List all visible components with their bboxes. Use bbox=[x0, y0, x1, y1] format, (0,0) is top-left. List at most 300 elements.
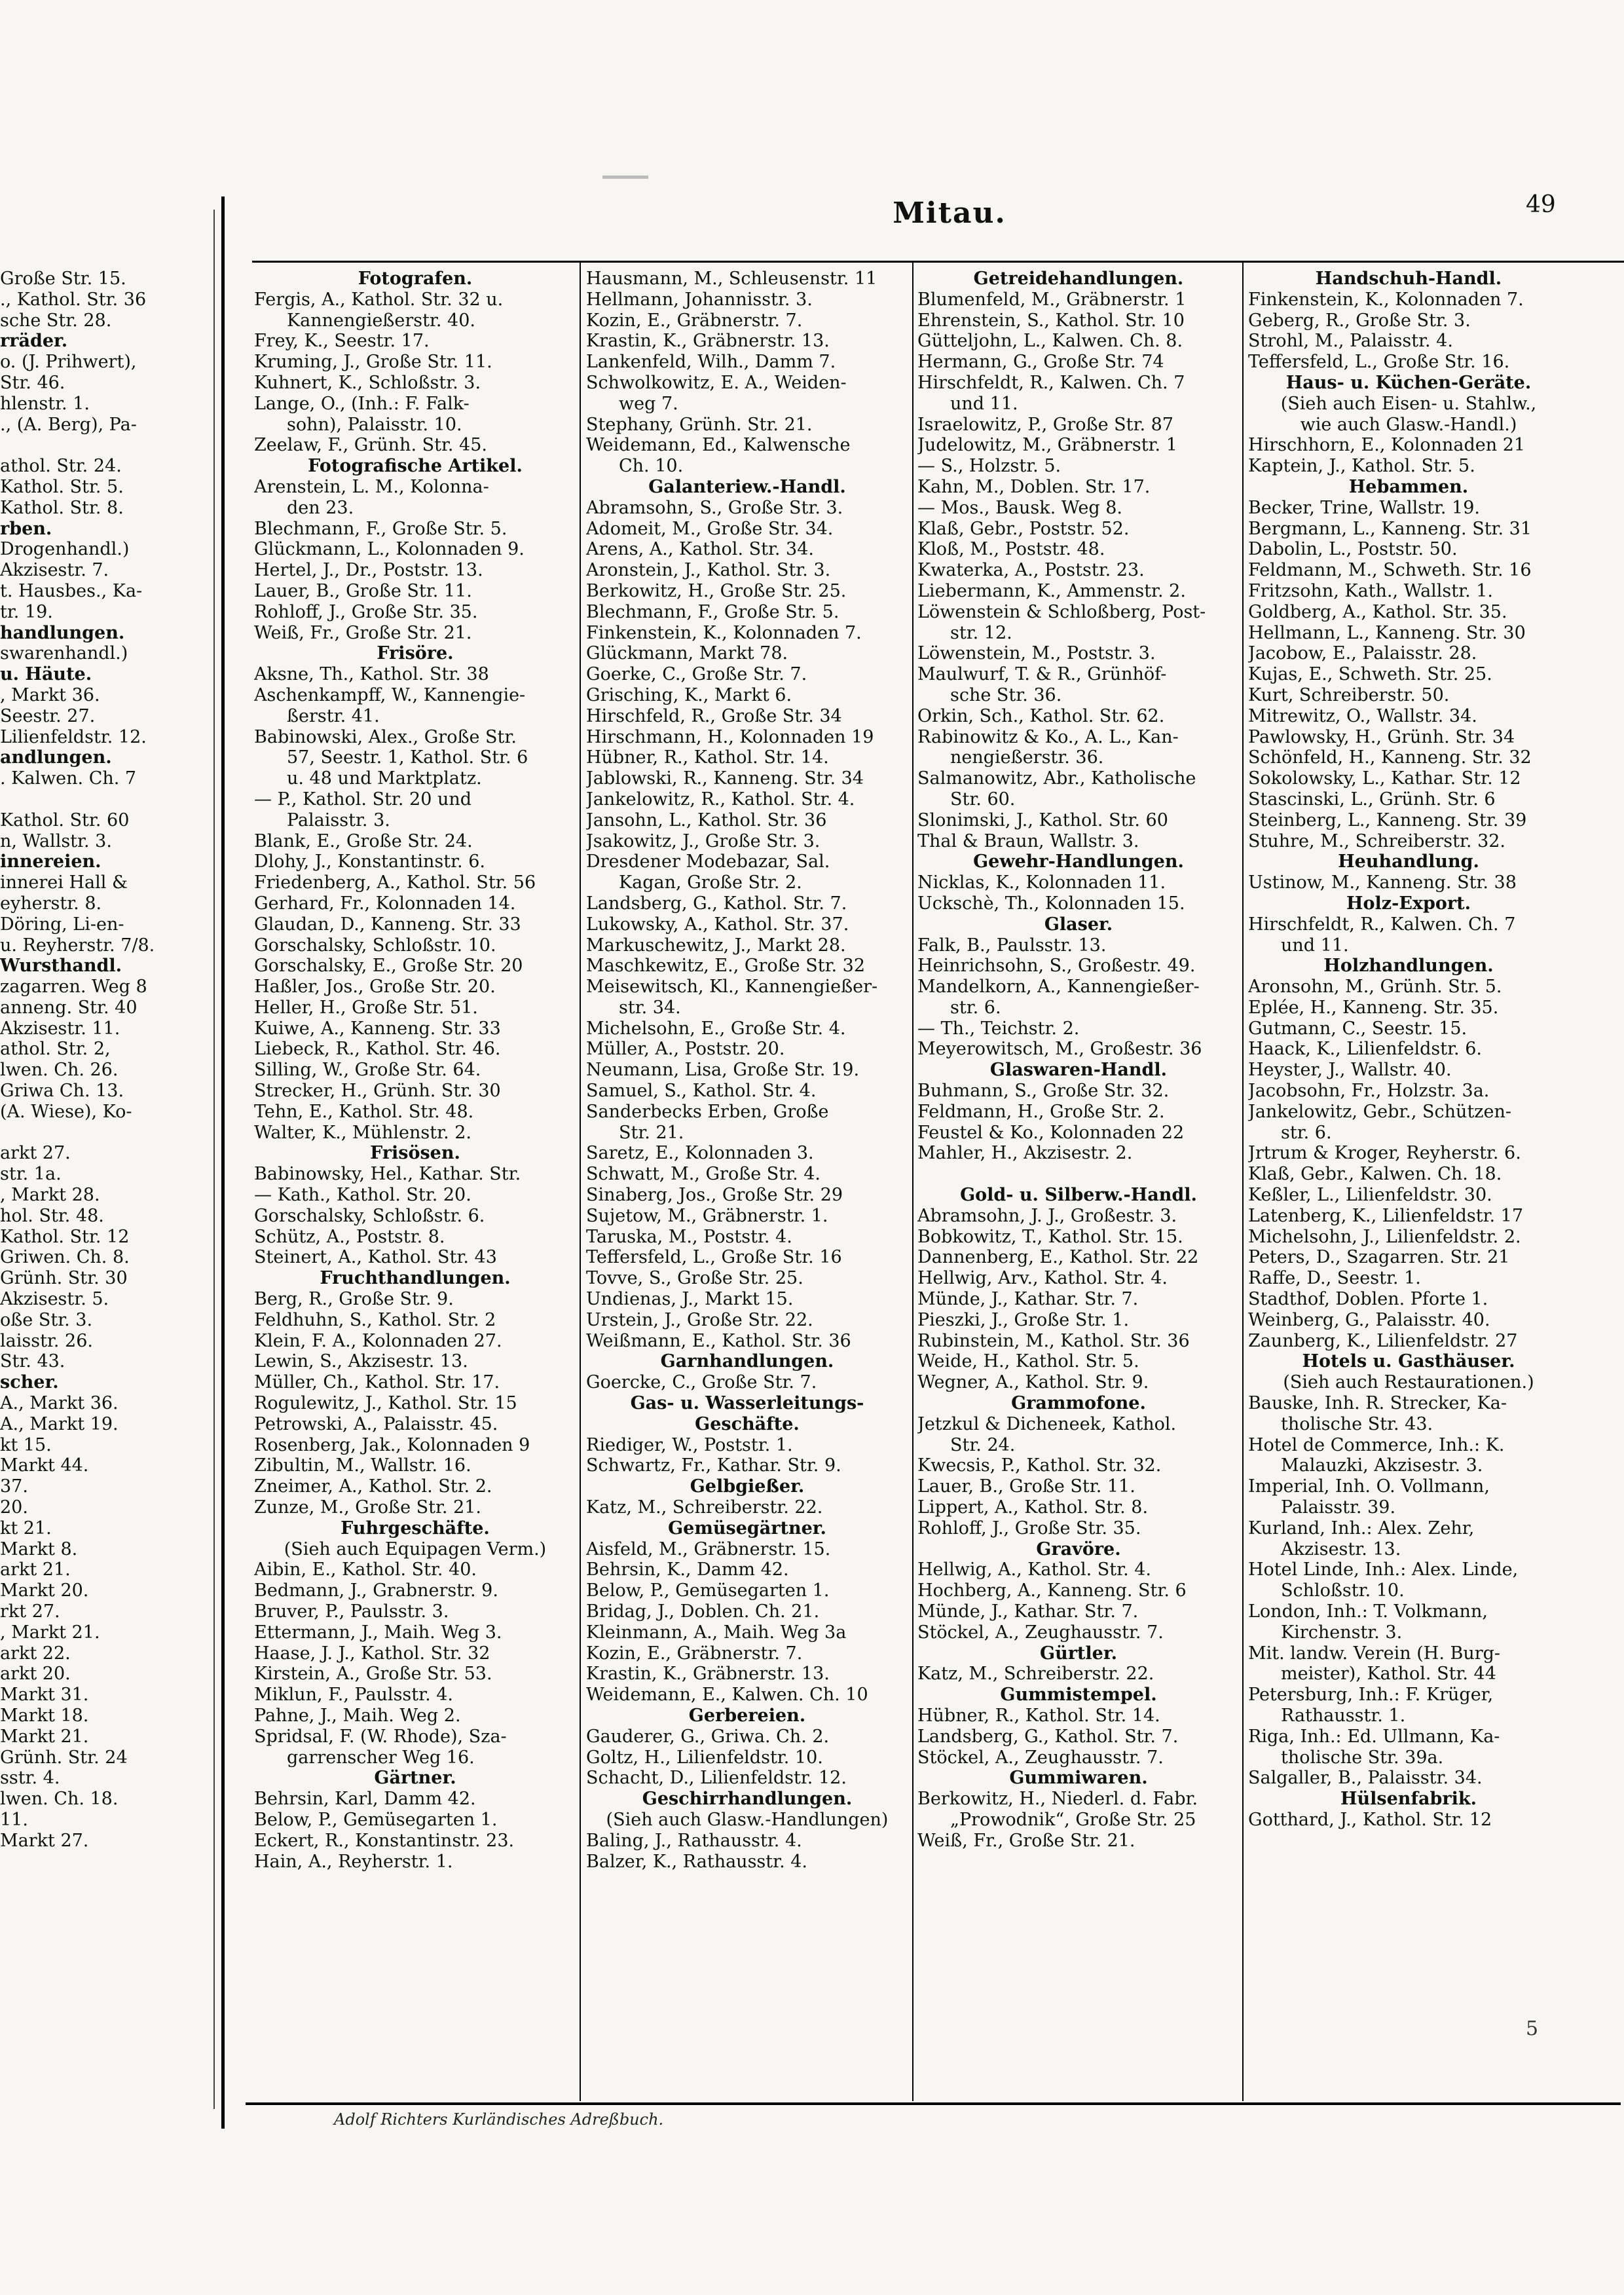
directory-entry: Münde, J., Kathar. Str. 7. bbox=[917, 1289, 1139, 1310]
directory-entry: Strohl, M., Palaisstr. 4. bbox=[1248, 331, 1453, 352]
directory-entry: Buhmann, S., Große Str. 32. bbox=[917, 1081, 1170, 1102]
directory-entry: Slonimski, J., Kathol. Str. 60 bbox=[917, 810, 1168, 830]
directory-entry: Saretz, E., Kolonnaden 3. bbox=[586, 1143, 814, 1164]
directory-entry: Imperial, Inh. O. Vollmann, bbox=[1248, 1476, 1490, 1497]
directory-entry: Kannengießerstr. 40. bbox=[287, 310, 475, 331]
section-heading: Gemüsegärtner. bbox=[668, 1518, 826, 1539]
directory-entry: Bridag, J., Doblen. Ch. 21. bbox=[586, 1601, 820, 1622]
directory-entry: Akzisestr. 5. bbox=[0, 1289, 109, 1310]
directory-entry: Uckschè, Th., Kolonnaden 15. bbox=[917, 893, 1185, 914]
directory-entry: Maschkewitz, E., Große Str. 32 bbox=[586, 956, 866, 977]
directory-entry: Peters, D., Szagarren. Str. 21 bbox=[1248, 1247, 1510, 1268]
directory-entry: Markt 20. bbox=[0, 1580, 89, 1601]
directory-entry: „Prowodnik“, Große Str. 25 bbox=[950, 1809, 1196, 1830]
section-heading: rräder. bbox=[0, 331, 68, 352]
directory-entry: und 11. bbox=[1281, 935, 1349, 956]
directory-entry: Hirschfeldt, R., Kalwen. Ch. 7 bbox=[1248, 914, 1516, 935]
directory-entry: Aibin, E., Kathol. Str. 40. bbox=[254, 1559, 477, 1580]
directory-entry: Hellmann, Johannisstr. 3. bbox=[586, 289, 813, 310]
directory-entry: Hirschfeld, R., Große Str. 34 bbox=[586, 705, 842, 726]
directory-entry: lwen. Ch. 26. bbox=[0, 1060, 119, 1081]
directory-entry: Kruming, J., Große Str. 11. bbox=[254, 352, 492, 373]
directory-entry: arkt 27. bbox=[0, 1143, 71, 1164]
section-heading: Grammofone. bbox=[1011, 1393, 1146, 1414]
directory-entry: Blumenfeld, M., Gräbnerstr. 1 bbox=[917, 289, 1187, 310]
directory-entry: tholische Str. 43. bbox=[1281, 1413, 1433, 1434]
directory-entry: Müller, Ch., Kathol. Str. 17. bbox=[254, 1372, 500, 1393]
directory-entry: Kaptein, J., Kathol. Str. 5. bbox=[1248, 456, 1475, 477]
directory-entry: Orkin, Sch., Kathol. Str. 62. bbox=[917, 705, 1165, 726]
directory-entry: Baling, J., Rathausstr. 4. bbox=[586, 1830, 802, 1851]
directory-entry: Weide, H., Kathol. Str. 5. bbox=[917, 1351, 1139, 1372]
directory-entry: Haase, J. J., Kathol. Str. 32 bbox=[254, 1643, 490, 1664]
directory-entry: Goercke, C., Große Str. 7. bbox=[586, 1372, 817, 1393]
directory-entry: Kirstein, A., Große Str. 53. bbox=[254, 1664, 492, 1685]
directory-entry: Silling, W., Große Str. 64. bbox=[254, 1060, 481, 1081]
directory-entry: Hain, A., Reyherstr. 1. bbox=[254, 1851, 453, 1872]
directory-entry: Kujas, E., Schweth. Str. 25. bbox=[1248, 664, 1492, 685]
directory-entry: Glückmann, L., Kolonnaden 9. bbox=[254, 539, 525, 560]
directory-entry: ., (A. Berg), Pa- bbox=[0, 414, 137, 435]
section-heading: Glaser. bbox=[1044, 914, 1113, 935]
directory-column-2 bbox=[586, 269, 908, 2096]
directory-entry: Heinrichsohn, S., Großestr. 49. bbox=[917, 956, 1196, 977]
directory-entry: Riediger, W., Poststr. 1. bbox=[586, 1434, 793, 1455]
directory-entry: — S., Holzstr. 5. bbox=[917, 456, 1061, 477]
directory-entry: Grünh. Str. 24 bbox=[0, 1747, 128, 1768]
directory-entry: Dlohy, J., Konstantinstr. 6. bbox=[254, 851, 485, 872]
directory-entry: Lauer, B., Große Str. 11. bbox=[917, 1476, 1135, 1497]
footer-rule bbox=[246, 2102, 1621, 2105]
directory-entry: Katz, M., Schreiberstr. 22. bbox=[917, 1664, 1154, 1685]
directory-entry bbox=[0, 1123, 210, 1144]
directory-entry: Rohloff, J., Große Str. 35. bbox=[917, 1518, 1141, 1539]
directory-entry: Strecker, H., Grünh. Str. 30 bbox=[254, 1081, 501, 1102]
directory-entry: Tovve, S., Große Str. 25. bbox=[586, 1268, 803, 1289]
directory-entry: Krastin, K., Gräbnerstr. 13. bbox=[586, 1664, 830, 1685]
directory-entry: Frey, K., Seestr. 17. bbox=[254, 331, 430, 352]
section-heading: Fruchthandlungen. bbox=[320, 1268, 511, 1289]
directory-entry: (Sieh auch Glasw.-Handlungen) bbox=[606, 1809, 889, 1830]
directory-entry: Glaudan, D., Kanneng. Str. 33 bbox=[254, 914, 521, 935]
directory-entry: Lauer, B., Große Str. 11. bbox=[254, 580, 472, 601]
directory-column-4 bbox=[1248, 269, 1569, 2096]
section-heading: Getreidehandlungen. bbox=[973, 269, 1184, 289]
directory-entry: wie auch Glasw.-Handl.) bbox=[1300, 414, 1517, 435]
directory-entry: Stadthof, Doblen. Pforte 1. bbox=[1248, 1289, 1488, 1310]
directory-entry: Palaisstr. 39. bbox=[1281, 1497, 1396, 1518]
directory-entry: tr. 19. bbox=[0, 601, 53, 622]
directory-entry: Löwenstein, M., Poststr. 3. bbox=[917, 643, 1156, 664]
section-heading: Gas- u. Wasserleitungs- bbox=[630, 1393, 864, 1414]
directory-entry: Jankelowitz, Gebr., Schützen- bbox=[1248, 1101, 1512, 1122]
directory-entry: Goldberg, A., Kathol. Str. 35. bbox=[1248, 601, 1507, 622]
directory-entry: Griwen. Ch. 8. bbox=[0, 1247, 130, 1268]
directory-entry: Hochberg, A., Kanneng. Str. 6 bbox=[917, 1580, 1187, 1601]
directory-entry: Petrowski, A., Palaisstr. 45. bbox=[254, 1413, 498, 1434]
directory-entry: Lewin, S., Akzisestr. 13. bbox=[254, 1351, 468, 1372]
directory-entry: Jsakowitz, J., Große Str. 3. bbox=[586, 830, 821, 851]
directory-entry: Mitrewitz, O., Wallstr. 34. bbox=[1248, 705, 1477, 726]
directory-entry: Below, P., Gemüsegarten 1. bbox=[586, 1580, 830, 1601]
directory-entry: Eplée, H., Kanneng. Str. 35. bbox=[1248, 997, 1499, 1018]
directory-entry: Haßler, Jos., Große Str. 20. bbox=[254, 977, 496, 998]
directory-entry: eyherstr. 8. bbox=[0, 893, 102, 914]
directory-entry: Zeelaw, F., Grünh. Str. 45. bbox=[254, 435, 487, 456]
directory-entry: Mit. landw. Verein (H. Burg- bbox=[1248, 1643, 1501, 1664]
directory-entry: Gorschalsky, Schloßstr. 6. bbox=[254, 1205, 485, 1226]
directory-entry: Kuhnert, K., Schloßstr. 3. bbox=[254, 372, 481, 393]
section-heading: Gewehr-Handlungen. bbox=[973, 851, 1184, 872]
directory-entry: Ustinow, M., Kanneng. Str. 38 bbox=[1248, 872, 1517, 893]
section-heading: Gummiwaren. bbox=[1009, 1768, 1148, 1789]
section-heading: scher. bbox=[0, 1372, 59, 1393]
directory-entry: sohn), Palaisstr. 10. bbox=[287, 414, 462, 435]
section-heading: Geschäfte. bbox=[695, 1413, 800, 1434]
section-heading: Fotografische Artikel. bbox=[308, 456, 523, 477]
directory-entry: Nicklas, K., Kolonnaden 11. bbox=[917, 872, 1166, 893]
directory-entry: Kleinmann, A., Maih. Weg 3a bbox=[586, 1622, 847, 1643]
directory-entry: nengießerstr. 36. bbox=[950, 747, 1104, 768]
directory-entry: Becker, Trine, Wallstr. 19. bbox=[1248, 497, 1480, 518]
directory-entry: Gorschalsky, E., Große Str. 20 bbox=[254, 956, 523, 977]
directory-entry: ., Kathol. Str. 36 bbox=[0, 289, 147, 310]
directory-entry: str. 1a. bbox=[0, 1164, 62, 1185]
directory-column-1 bbox=[254, 269, 576, 2096]
directory-entry: , Markt 36. bbox=[0, 684, 100, 705]
directory-entry: Berg, R., Große Str. 9. bbox=[254, 1289, 454, 1310]
section-heading: Fotografen. bbox=[358, 269, 473, 289]
directory-entry: Blechmann, F., Große Str. 5. bbox=[254, 518, 507, 539]
directory-entry: innerei Hall & bbox=[0, 872, 128, 893]
page-number: 49 bbox=[1526, 191, 1556, 218]
directory-entry: athol. Str. 24. bbox=[0, 456, 122, 477]
directory-entry: Geberg, R., Große Str. 3. bbox=[1248, 310, 1471, 331]
directory-entry: Fergis, A., Kathol. Str. 32 u. bbox=[254, 289, 504, 310]
directory-entry: Petersburg, Inh.: F. Krüger, bbox=[1248, 1685, 1494, 1706]
page-title: Mitau. bbox=[893, 196, 1006, 230]
section-heading: Hülsenfabrik. bbox=[1340, 1789, 1477, 1810]
directory-entry: Markuschewitz, J., Markt 28. bbox=[586, 935, 846, 956]
directory-entry: Sanderbecks Erben, Große bbox=[586, 1101, 829, 1122]
directory-entry: athol. Str. 2, bbox=[0, 1039, 111, 1060]
directory-entry: Griwa Ch. 13. bbox=[0, 1081, 124, 1102]
column-divider-1 bbox=[580, 261, 581, 2101]
section-heading: Gürtler. bbox=[1040, 1643, 1117, 1664]
section-heading: Holz-Export. bbox=[1346, 893, 1471, 914]
directory-entry: Ehrenstein, S., Kathol. Str. 10 bbox=[917, 310, 1185, 331]
directory-entry: Judelowitz, M., Gräbnerstr. 1 bbox=[917, 435, 1177, 456]
directory-entry: Kurland, Inh.: Alex. Zehr, bbox=[1248, 1518, 1475, 1539]
directory-entry: arkt 22. bbox=[0, 1643, 71, 1664]
directory-entry: Michelsohn, E., Große Str. 4. bbox=[586, 1018, 846, 1039]
directory-entry: Rubinstein, M., Kathol. Str. 36 bbox=[917, 1330, 1190, 1351]
directory-entry: oße Str. 3. bbox=[0, 1309, 93, 1330]
directory-entry: Hirschmann, H., Kolonnaden 19 bbox=[586, 726, 874, 747]
directory-entry: t. Hausbes., Ka- bbox=[0, 580, 143, 601]
directory-entry: ßerstr. 41. bbox=[287, 705, 380, 726]
directory-entry: Krastin, K., Gräbnerstr. 13. bbox=[586, 331, 830, 352]
directory-entry: Stascinski, L., Grünh. Str. 6 bbox=[1248, 789, 1496, 810]
directory-entry: Israelowitz, P., Große Str. 87 bbox=[917, 414, 1173, 435]
directory-entry: Salgaller, B., Palaisstr. 34. bbox=[1248, 1768, 1483, 1789]
directory-entry: Dresdener Modebazar, Sal. bbox=[586, 851, 830, 872]
directory-entry: Kozin, E., Gräbnerstr. 7. bbox=[586, 1643, 803, 1664]
directory-entry: Schwartz, Fr., Kathar. Str. 9. bbox=[586, 1455, 841, 1476]
directory-entry: Zneimer, A., Kathol. Str. 2. bbox=[254, 1476, 492, 1497]
directory-entry: 11. bbox=[0, 1809, 28, 1830]
section-heading: Galanteriew.-Handl. bbox=[648, 476, 846, 497]
directory-entry: Döring, Li-en- bbox=[0, 914, 124, 935]
directory-entry: Lankenfeld, Wilh., Damm 7. bbox=[586, 352, 836, 373]
directory-entry: str. 34. bbox=[619, 997, 681, 1018]
directory-entry: Müller, A., Poststr. 20. bbox=[586, 1039, 785, 1060]
directory-entry: Str. 60. bbox=[950, 789, 1016, 810]
directory-entry: Liebeck, R., Kathol. Str. 46. bbox=[254, 1039, 501, 1060]
directory-entry: meister), Kathol. Str. 44 bbox=[1281, 1664, 1496, 1685]
directory-entry: u. Reyherstr. 7/8. bbox=[0, 935, 155, 956]
directory-entry: Str. 21. bbox=[619, 1122, 684, 1143]
directory-entry: Rosenberg, Jak., Kolonnaden 9 bbox=[254, 1434, 530, 1455]
directory-entry: Aksne, Th., Kathol. Str. 38 bbox=[254, 664, 489, 685]
directory-entry: Stöckel, A., Zeughausstr. 7. bbox=[917, 1622, 1164, 1643]
directory-entry: Kagan, Große Str. 2. bbox=[619, 872, 802, 893]
directory-entry: Samuel, S., Kathol. Str. 4. bbox=[586, 1081, 817, 1102]
directory-entry: u. 48 und Marktplatz. bbox=[287, 768, 482, 789]
section-heading: Gummistempel. bbox=[1000, 1685, 1157, 1706]
directory-entry: Falk, B., Paulsstr. 13. bbox=[917, 935, 1107, 956]
directory-entry: Babinowski, Alex., Große Str. bbox=[254, 726, 517, 747]
directory-entry: Behrsin, Karl, Damm 42. bbox=[254, 1789, 476, 1810]
signature-mark: 5 bbox=[1526, 2017, 1539, 2040]
directory-entry: Große Str. 15. bbox=[0, 269, 126, 289]
directory-entry: Below, P., Gemüsegarten 1. bbox=[254, 1809, 498, 1830]
directory-entry: — Th., Teichstr. 2. bbox=[917, 1018, 1080, 1039]
directory-entry: lwen. Ch. 18. bbox=[0, 1789, 119, 1810]
directory-entry: arkt 20. bbox=[0, 1664, 71, 1685]
directory-entry: Sinaberg, Jos., Große Str. 29 bbox=[586, 1185, 843, 1206]
directory-entry: Str. 46. bbox=[0, 372, 65, 393]
section-heading: Frisösen. bbox=[370, 1143, 460, 1164]
directory-entry: kt 15. bbox=[0, 1434, 52, 1455]
directory-entry: Abramsohn, S., Große Str. 3. bbox=[586, 497, 843, 518]
directory-entry: Maulwurf, T. & R., Grünhöf- bbox=[917, 664, 1167, 685]
directory-entry: Arens, A., Kathol. Str. 34. bbox=[586, 539, 814, 560]
directory-entry: Ettermann, J., Maih. Weg 3. bbox=[254, 1622, 502, 1643]
directory-entry: Urstein, J., Große Str. 22. bbox=[586, 1309, 813, 1330]
directory-entry: Stephany, Grünh. Str. 21. bbox=[586, 414, 813, 435]
directory-entry: Friedenberg, A., Kathol. Str. 56 bbox=[254, 872, 536, 893]
directory-entry: . Kalwen. Ch. 7 bbox=[0, 768, 137, 789]
column-divider-2 bbox=[912, 261, 913, 2101]
directory-entry: Gütteljohn, L., Kalwen. Ch. 8. bbox=[917, 331, 1183, 352]
directory-entry: Akzisestr. 11. bbox=[0, 1018, 120, 1039]
directory-entry: kt 21. bbox=[0, 1518, 52, 1539]
directory-entry: Schönfeld, H., Kanneng. Str. 32 bbox=[1248, 747, 1532, 768]
directory-entry: Str. 24. bbox=[950, 1434, 1016, 1455]
section-heading: Frisöre. bbox=[377, 643, 454, 664]
directory-entry: Lilienfeldstr. 12. bbox=[0, 726, 147, 747]
directory-entry: Kwaterka, A., Poststr. 23. bbox=[917, 560, 1145, 581]
directory-column-3 bbox=[917, 269, 1240, 2096]
directory-entry: Sokolowsky, L., Kathar. Str. 12 bbox=[1248, 768, 1521, 789]
directory-entry: Taruska, M., Poststr. 4. bbox=[586, 1226, 792, 1247]
directory-entry: London, Inh.: T. Volkmann, bbox=[1248, 1601, 1488, 1622]
directory-entry: Pawlowsky, H., Grünh. Str. 34 bbox=[1248, 726, 1515, 747]
directory-entry: Feldhuhn, S., Kathol. Str. 2 bbox=[254, 1309, 496, 1330]
section-heading: Handschuh-Handl. bbox=[1315, 269, 1502, 289]
directory-entry: Kloß, M., Poststr. 48. bbox=[917, 539, 1105, 560]
directory-entry: Bauske, Inh. R. Strecker, Ka- bbox=[1248, 1393, 1507, 1414]
directory-entry: Ch. 10. bbox=[619, 456, 684, 477]
directory-entry: Goltz, H., Lilienfeldstr. 10. bbox=[586, 1747, 823, 1768]
directory-entry: A., Markt 36. bbox=[0, 1393, 119, 1414]
directory-entry: — P., Kathol. Str. 20 und bbox=[254, 789, 472, 810]
directory-entry: (Sieh auch Equipagen Verm.) bbox=[284, 1539, 547, 1559]
directory-entry: Schwolkowitz, E. A., Weiden- bbox=[586, 372, 847, 393]
directory-entry: Hertel, J., Dr., Poststr. 13. bbox=[254, 560, 483, 581]
directory-entry: Kahn, M., Doblen. Str. 17. bbox=[917, 476, 1151, 497]
directory-entry: Schwatt, M., Große Str. 4. bbox=[586, 1164, 821, 1185]
directory-entry: Abramsohn, J. J., Großestr. 3. bbox=[917, 1205, 1177, 1226]
directory-entry: Mahler, H., Akzisestr. 2. bbox=[917, 1143, 1133, 1164]
directory-entry: Stöckel, A., Zeughausstr. 7. bbox=[917, 1747, 1164, 1768]
directory-entry: Hirschhorn, E., Kolonnaden 21 bbox=[1248, 435, 1526, 456]
directory-entry: Heyster, J., Wallstr. 40. bbox=[1248, 1060, 1452, 1081]
section-heading: Hebammen. bbox=[1348, 476, 1469, 497]
directory-entry: laisstr. 26. bbox=[0, 1330, 93, 1351]
directory-entry: Markt 27. bbox=[0, 1830, 89, 1851]
directory-entry: Dannenberg, E., Kathol. Str. 22 bbox=[917, 1247, 1199, 1268]
directory-entry: Bobkowitz, T., Kathol. Str. 15. bbox=[917, 1226, 1183, 1247]
directory-entry: Gutmann, C., Seestr. 15. bbox=[1248, 1018, 1467, 1039]
directory-entry: Zibultin, M., Wallstr. 16. bbox=[254, 1455, 471, 1476]
directory-entry: Weidemann, Ed., Kalwensche bbox=[586, 435, 851, 456]
directory-entry: Hotel de Commerce, Inh.: K. bbox=[1248, 1434, 1505, 1455]
directory-entry: sche Str. 28. bbox=[0, 310, 112, 331]
directory-entry: Liebermann, K., Ammenstr. 2. bbox=[917, 580, 1186, 601]
header-rule bbox=[252, 261, 1624, 263]
directory-entry: Markt 31. bbox=[0, 1685, 89, 1706]
directory-entry: Spridsal, F. (W. Rhode), Sza- bbox=[254, 1726, 507, 1747]
directory-entry: Weiß, Fr., Große Str. 21. bbox=[917, 1830, 1135, 1851]
directory-entry: Teffersfeld, L., Große Str. 16 bbox=[586, 1247, 842, 1268]
directory-entry: Undienas, J., Markt 15. bbox=[586, 1289, 794, 1310]
directory-entry: Goerke, C., Große Str. 7. bbox=[586, 664, 807, 685]
directory-entry: Jankelowitz, R., Kathol. Str. 4. bbox=[586, 789, 855, 810]
section-heading: Heuhandlung. bbox=[1338, 851, 1479, 872]
directory-entry: Schütz, A., Poststr. 8. bbox=[254, 1226, 445, 1247]
directory-entry: Aronsohn, M., Grünh. Str. 5. bbox=[1248, 977, 1502, 998]
directory-entry: Grisching, K., Markt 6. bbox=[586, 684, 792, 705]
directory-entry: Jrtrum & Kroger, Reyherstr. 6. bbox=[1248, 1143, 1521, 1164]
directory-entry: Heller, H., Große Str. 51. bbox=[254, 997, 478, 1018]
directory-entry: — Mos., Bausk. Weg 8. bbox=[917, 497, 1122, 518]
directory-entry: Kathol. Str. 12 bbox=[0, 1226, 130, 1247]
section-heading: Fuhrgeschäfte. bbox=[341, 1518, 490, 1539]
directory-entry: Haack, K., Lilienfeldstr. 6. bbox=[1248, 1039, 1482, 1060]
directory-entry: Rohloff, J., Große Str. 35. bbox=[254, 601, 478, 622]
directory-entry: Jacobsohn, Fr., Holzstr. 3a. bbox=[1248, 1081, 1490, 1102]
section-heading: Gold- u. Silberw.-Handl. bbox=[960, 1185, 1197, 1206]
directory-entry: sche Str. 36. bbox=[950, 684, 1062, 705]
directory-entry: Bergmann, L., Kanneng. Str. 31 bbox=[1248, 518, 1532, 539]
section-heading: andlungen. bbox=[0, 747, 112, 768]
directory-entry: Meisewitsch, Kl., Kannengießer- bbox=[586, 977, 878, 998]
directory-entry: Seestr. 27. bbox=[0, 705, 96, 726]
directory-entry: Akzisestr. 7. bbox=[0, 560, 109, 581]
directory-entry: arkt 21. bbox=[0, 1559, 71, 1580]
column-divider-3 bbox=[1242, 261, 1244, 2101]
directory-entry: Gotthard, J., Kathol. Str. 12 bbox=[1248, 1809, 1492, 1830]
directory-entry: hol. Str. 48. bbox=[0, 1205, 104, 1226]
directory-entry: Aronstein, J., Kathol. Str. 3. bbox=[586, 560, 831, 581]
section-heading: Gravöre. bbox=[1036, 1539, 1121, 1559]
directory-entry: Riga, Inh.: Ed. Ullmann, Ka- bbox=[1248, 1726, 1500, 1747]
directory-entry: Behrsin, K., Damm 42. bbox=[586, 1559, 789, 1580]
directory-entry: den 23. bbox=[287, 497, 354, 518]
directory-entry: Feustel & Ko., Kolonnaden 22 bbox=[917, 1122, 1185, 1143]
directory-entry: Balzer, K., Rathausstr. 4. bbox=[586, 1851, 808, 1872]
directory-entry: (Sieh auch Eisen- u. Stahlw., bbox=[1280, 393, 1537, 414]
directory-entry: Münde, J., Kathar. Str. 7. bbox=[917, 1601, 1139, 1622]
directory-entry: o. (J. Prihwert), bbox=[0, 352, 137, 373]
section-heading: Hotels u. Gasthäuser. bbox=[1302, 1351, 1515, 1372]
directory-entry: Berkowitz, H., Niederl. d. Fabr. bbox=[917, 1789, 1198, 1810]
directory-entry: Fritzsohn, Kath., Wallstr. 1. bbox=[1248, 580, 1494, 601]
directory-entry: Blank, E., Große Str. 24. bbox=[254, 830, 473, 851]
directory-entry: Gerhard, Fr., Kolonnaden 14. bbox=[254, 893, 516, 914]
section-heading: Haus- u. Küchen-Geräte. bbox=[1285, 372, 1532, 393]
directory-entry bbox=[917, 1164, 1240, 1185]
directory-entry: n, Wallstr. 3. bbox=[0, 830, 112, 851]
directory-entry: A., Markt 19. bbox=[0, 1413, 119, 1434]
directory-entry: (A. Wiese), Ko- bbox=[0, 1101, 132, 1122]
directory-entry: zagarren. Weg 8 bbox=[0, 977, 147, 998]
directory-entry: Feldmann, M., Schweth. Str. 16 bbox=[1248, 560, 1532, 581]
directory-entry: Zunze, M., Große Str. 21. bbox=[254, 1497, 482, 1518]
print-smudge bbox=[602, 176, 648, 179]
directory-entry: Landsberg, G., Kathol. Str. 7. bbox=[586, 893, 847, 914]
directory-entry: Jacobow, E., Palaisstr. 28. bbox=[1248, 643, 1477, 664]
directory-entry: Markt 44. bbox=[0, 1455, 89, 1476]
directory-entry: Sujetow, M., Gräbnerstr. 1. bbox=[586, 1205, 828, 1226]
directory-entry: Hotel Linde, Inh.: Alex. Linde, bbox=[1248, 1559, 1519, 1580]
directory-entry: swarenhandl.) bbox=[0, 643, 128, 664]
directory-entry: Blechmann, F., Große Str. 5. bbox=[586, 601, 840, 622]
directory-entry: Hellwig, A., Kathol. Str. 4. bbox=[917, 1559, 1152, 1580]
directory-entry: Stuhre, M., Schreiberstr. 32. bbox=[1248, 830, 1506, 851]
directory-entry: Gauderer, G., Griwa. Ch. 2. bbox=[586, 1726, 830, 1747]
directory-entry: Finkenstein, K., Kolonnaden 7. bbox=[1248, 289, 1524, 310]
directory-entry: und 11. bbox=[950, 393, 1018, 414]
directory-entry: Klein, F. A., Kolonnaden 27. bbox=[254, 1330, 502, 1351]
directory-entry: Grünh. Str. 30 bbox=[0, 1268, 128, 1289]
directory-entry: Drogenhandl.) bbox=[0, 539, 130, 560]
directory-entry: tholische Str. 39a. bbox=[1281, 1747, 1444, 1768]
directory-entry: Weiß, Fr., Große Str. 21. bbox=[254, 622, 472, 643]
directory-entry: Bruver, P., Paulsstr. 3. bbox=[254, 1601, 449, 1622]
directory-entry: Markt 21. bbox=[0, 1726, 89, 1747]
directory-entry: Kwecsis, P., Kathol. Str. 32. bbox=[917, 1455, 1162, 1476]
directory-entry: Jansohn, L., Kathol. Str. 36 bbox=[586, 810, 827, 830]
directory-entry: Kathol. Str. 8. bbox=[0, 497, 124, 518]
directory-entry: Hausmann, M., Schleusenstr. 11 bbox=[586, 269, 877, 289]
directory-entry: — Kath., Kathol. Str. 20. bbox=[254, 1185, 471, 1206]
directory-entry: garrenscher Weg 16. bbox=[287, 1747, 475, 1768]
directory-entry: Hellmann, L., Kanneng. Str. 30 bbox=[1248, 622, 1526, 643]
section-heading: Holzhandlungen. bbox=[1323, 956, 1494, 977]
